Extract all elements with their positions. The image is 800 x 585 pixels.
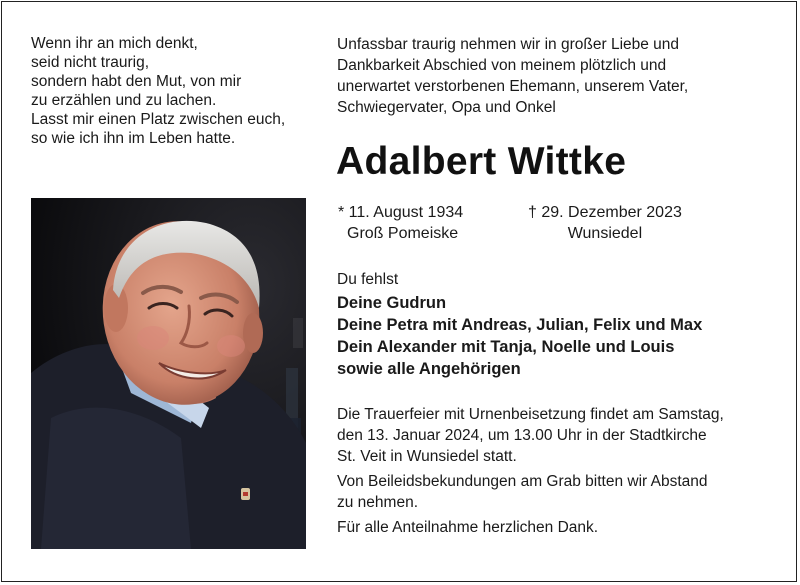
poem-line: sondern habt den Mut, von mir xyxy=(31,73,242,90)
birth-info xyxy=(338,202,463,244)
intro-line: Unfassbar traurig nehmen wir in großer Liebe und xyxy=(337,36,680,53)
poem xyxy=(31,34,321,148)
mourner-line: Deine Gudrun xyxy=(337,294,447,312)
condolence-line: Von Beileidsbekundungen am Grab bitten wir Abstand xyxy=(337,473,708,490)
poem-line: zu erzählen und zu lachen. xyxy=(31,92,217,109)
thanks-line: Für alle Anteilnahme herzlichen Dank. xyxy=(337,519,599,536)
portrait-photo xyxy=(31,198,306,549)
intro-line: Dankbarkeit Abschied von meinem plötzlich und xyxy=(337,57,667,74)
condolence-line: zu nehmen. xyxy=(337,494,418,511)
poem-line: Lasst mir einen Platz zwischen euch, xyxy=(31,111,286,128)
intro-line: unerwartet verstorbenen Ehemann, unserem Vater, xyxy=(337,78,689,95)
mourner-line: Dein Alexander mit Tanja, Noelle und Louis xyxy=(337,338,675,356)
birth-place: Groß Pomeiske xyxy=(347,225,459,242)
deceased-name: Adalbert Wittke xyxy=(336,140,627,183)
death-date: † 29. Dezember 2023 xyxy=(528,204,682,221)
funeral-line: Die Trauerfeier mit Urnenbeisetzung findet am Samstag, xyxy=(337,406,724,423)
funeral-paragraph xyxy=(337,404,777,467)
mourners xyxy=(337,270,777,380)
mourners-lead: Du fehlst xyxy=(337,271,399,288)
poem-line: so wie ich ihn im Leben hatte. xyxy=(31,130,236,147)
birth-date: * 11. August 1934 xyxy=(338,204,464,221)
poem-line: seid nicht traurig, xyxy=(31,54,150,71)
condolence-paragraph xyxy=(337,471,777,513)
intro-line: Schwiegervater, Opa und Onkel xyxy=(337,99,556,116)
mourner-line: sowie alle Angehörigen xyxy=(337,360,521,378)
funeral-notice xyxy=(337,404,777,538)
portrait-photo-icon xyxy=(31,198,306,549)
poem-line: Wenn ihr an mich denkt, xyxy=(31,35,198,52)
death-place: Wunsiedel xyxy=(567,225,643,242)
funeral-line: den 13. Januar 2024, um 13.00 Uhr in der Stadtkirche xyxy=(337,427,707,444)
intro-text xyxy=(337,34,777,118)
funeral-line: St. Veit in Wunsiedel statt. xyxy=(337,448,517,465)
mourner-line: Deine Petra mit Andreas, Julian, Felix und Max xyxy=(337,316,703,334)
death-info xyxy=(528,202,682,244)
